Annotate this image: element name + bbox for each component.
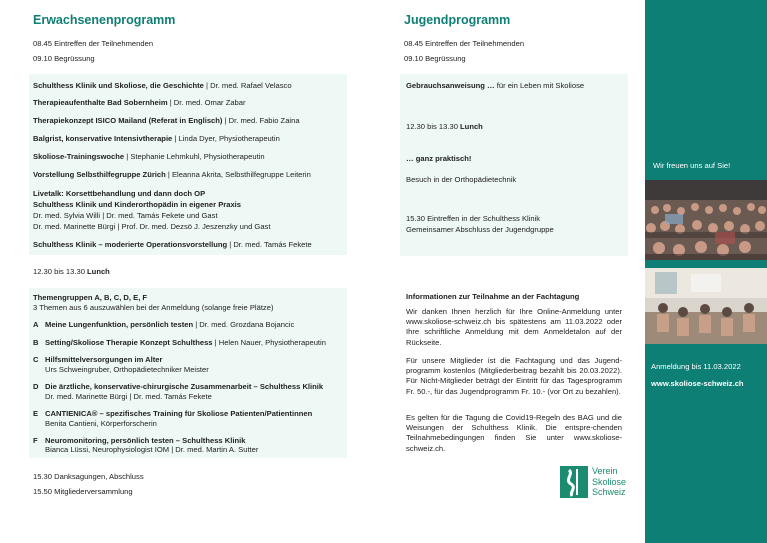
sidebar-registration-deadline: Anmeldung bis 11.03.2022 [651,362,741,371]
theme-group-speaker: Urs Schweingruber, Orthopädietechniker Meister [45,365,209,374]
talk-item: Therapieaufenthalte Bad Sobernheim | Dr. med. Omar Zabar [33,98,246,107]
info-title: Informationen zur Teilnahme an der Fachtagung [406,292,580,301]
youth-closing: Gemeinsamer Abschluss der Jugendgruppe [406,225,554,234]
livetalk-names: Dr. med. Marinette Bürgi | Prof. Dr. med. Dezsö J. Jeszenzky und Gast [33,222,271,231]
talk-item: Schulthess Klinik – moderierte Operationsvorstellung | Dr. med. Tamás Fekete [33,240,312,249]
audience-photo [645,180,767,260]
info-paragraph-covid: Es gelten für die Tagung die Covid19-Regeln des BAG und die Weisungen der Schulthess Klinik. Die entspre-chenden Teilnahmebedingungen finden Sie unter www.skoliose-schweiz.ch. [406,413,622,453]
youth-arrival: 08.45 Eintreffen der Teilnehmenden [404,39,525,48]
theme-group-item: C Hilfsmittelversorgungen im Alter [33,355,163,364]
adult-thanks: 15.30 Danksagungen, Abschluss [33,472,144,481]
spine-logo-icon [560,466,588,498]
sidebar-welcome: Wir freuen uns auf Sie! [653,161,731,170]
workshop-photo-image [645,268,767,344]
youth-welcome: 09.10 Begrüssung [404,54,466,63]
sidebar-website-link[interactable]: www.skoliose-schweiz.ch [651,379,744,388]
info-paragraph-fees: Für unsere Mitglieder ist die Fachtagung und das Jugend-programm kostenlos (Mitgliederbeitrag bezahlt bis 20.03.2022). Für Nicht-Mitglieder beträgt der Eintritt für das Tagesprogramm Fr. 50.-, für das Jugendprogramm Fr. 10.- (vor Ort zu bezahlen). [406,356,622,396]
association-logo [560,466,640,500]
talk-item: Schulthess Klinik und Skoliose, die Geschichte | Dr. med. Rafael Velasco [33,81,292,90]
theme-group-item: D Die ärztliche, konservative-chirurgische Zusammenarbeit – Schulthess Klinik [33,382,324,391]
info-paragraph-registration: Wir danken Ihnen herzlich für Ihre Online-Anmeldung unter www.skoliose-schweiz.ch bis spätestens am 11.03.2022 oder Ihre schriftliche Anmeldung mit dem Anmeldetalon auf der Rückseite. [406,307,622,347]
theme-groups-title: Themengruppen A, B, C, D, E, F [33,293,148,302]
talk-item: Skoliose-Trainingswoche | Stephanie Lehmkuhl, Physiotherapeutin [33,152,265,161]
livetalk-title: Livetalk: Korsettbehandlung und dann doch OP [33,189,206,198]
theme-group-speaker: Benita Cantieni, Körperforscherin [45,419,157,428]
theme-groups-subtitle: 3 Themen aus 6 auszuwählen bei der Anmeldung (solange freie Plätze) [33,303,274,312]
youth-meet: 15.30 Eintreffen in der Schulthess Klinik [406,214,541,223]
livetalk-names: Dr. med. Sylvia Willi | Dr. med. Tamás Fekete und Gast [33,211,218,220]
talk-item: Balgrist, konservative Intensivtherapie | Linda Dyer, Physiotherapeutin [33,134,280,143]
adult-lunch: 12.30 bis 13.30 Lunch [33,267,110,276]
theme-group-item: A Meine Lungenfunktion, persönlich testen | Dr. med. Grozdana Bojancic [33,320,295,329]
youth-lunch: 12.30 bis 13.30 Lunch [406,122,483,131]
talk-item: Vorstellung Selbsthilfegruppe Zürich | Eleanna Akrita, Selbsthilfegruppe Leiterin [33,170,311,179]
youth-visit: Besuch in der Orthopädietechnik [406,175,517,184]
logo-text [592,466,626,498]
adult-arrival: 08.45 Eintreffen der Teilnehmenden [33,39,154,48]
logo-line: Skoliose [592,476,627,487]
theme-group-item: E CANTIENICA® – spezifisches Training für Skoliose Patienten/Patientinnen [33,409,313,418]
youth-practical: … ganz praktisch! [406,154,472,163]
workshop-photo [645,268,767,344]
theme-group-speaker: Dr. med. Marinette Bürgi | Dr. med. Tamás Fekete [45,392,212,401]
logo-line: Schweiz [592,487,626,497]
adult-welcome: 09.10 Begrüssung [33,54,95,63]
youth-manual: Gebrauchsanweisung … für ein Leben mit Skoliose [406,81,585,90]
adult-program-title: Erwachsenenprogramm [33,13,176,27]
theme-group-item: F Neuromonitoring, persönlich testen – Schulthess Klinik [33,436,246,445]
logo-line: Verein [592,466,618,476]
youth-program-title: Jugendprogramm [404,13,511,27]
theme-group-item: B Setting/Skoliose Therapie Konzept Schulthess | Helen Nauer, Physiotherapeutin [33,338,326,347]
audience-photo-image [645,180,767,260]
livetalk-subtitle: Schulthess Klinik und Kinderorthopädin in eigener Praxis [33,200,242,209]
adult-assembly: 15.50 Mitgliederversammlung [33,487,133,496]
talk-item: Therapiekonzept ISICO Mailand (Referat in Englisch) | Dr. med. Fabio Zaina [33,116,300,125]
theme-group-speaker: Bianca Lüssi, Neurophysiologist IOM | Dr. med. Martin A. Sutter [45,445,259,454]
